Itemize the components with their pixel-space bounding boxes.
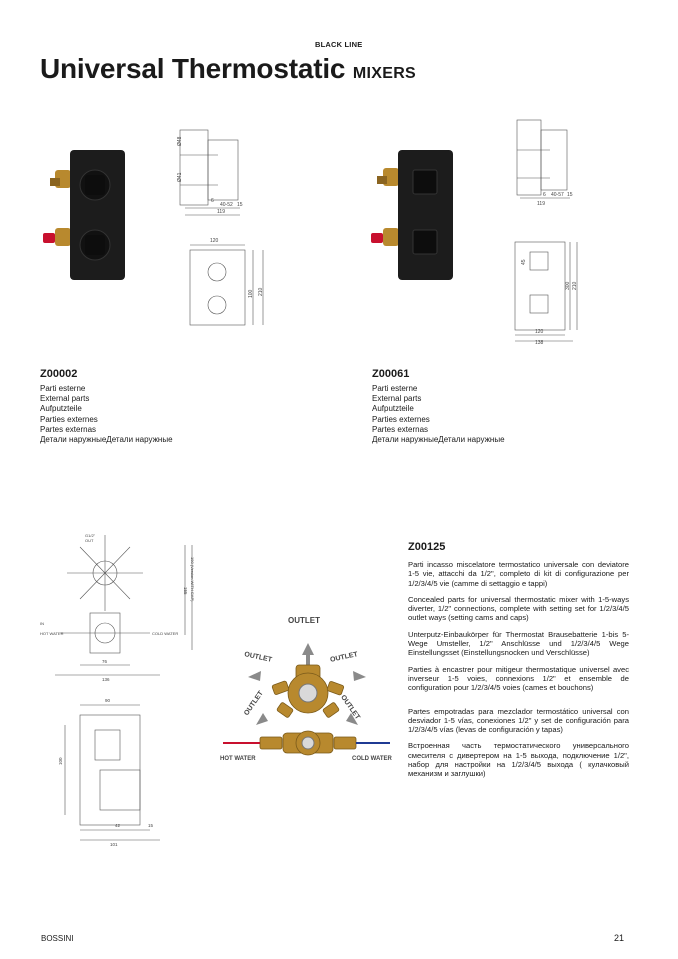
brass-body-illustration — [218, 605, 398, 775]
brass-valve-bottom-icon — [43, 228, 71, 246]
lang-de: Aufputzteile — [40, 404, 82, 414]
dim-h210: 210 — [572, 281, 578, 290]
desc-fr: Parties à encastrer pour mitigeur thermostatique universel avec inverseur 1-5 voies, connexions 1/2" et ensemble de configuration pour 1/2/3/4/5 voies (cames et bouchons) — [408, 664, 629, 693]
knob-top-square — [413, 170, 437, 194]
dim-15: 15 — [237, 202, 243, 208]
dim-h190: 190 (Version WITH CAP) — [190, 557, 195, 602]
side-view-drawing — [517, 120, 570, 198]
desc-de: Unterputz-Einbaukörper für Thermostat Brausebatterie 1-bis 5-Wege Umsteller, 1/2" Anschlüsse und 1/2/3/4/5 Wege Einstellungsset (Einstellungsnocken und Verschlüsse) — [408, 629, 629, 658]
dim-w15: 15 — [148, 823, 154, 828]
dim-119: 119 — [537, 201, 545, 207]
series-label: BLACK LINE — [315, 40, 363, 49]
dim-out: OUT — [85, 538, 94, 543]
dim-cold-small: COLD WATER — [152, 631, 179, 636]
language-list-z00002 — [40, 384, 173, 445]
dim-h210: 210 — [258, 287, 264, 296]
dim-w120: 120 — [210, 238, 219, 244]
cold-water-label: COLD WATER — [352, 756, 392, 762]
product-z00002-figure — [35, 120, 280, 345]
dim-h300: 300 — [565, 281, 571, 290]
title-sub: MIXERS — [352, 65, 417, 82]
lang-en: External parts — [372, 394, 422, 404]
title-main: Universal Thermostatic — [40, 53, 346, 84]
dim-6: 6 — [211, 198, 214, 204]
brass-valve-top-icon — [377, 168, 399, 186]
product-code-z00061: Z00061 — [372, 368, 410, 380]
lang-ru: Детали наружныеДетали наружные — [40, 435, 173, 445]
dim-40-57: 40-57 — [551, 192, 564, 198]
dim-h155: 155 — [183, 587, 188, 595]
dim-w138: 138 — [535, 340, 544, 345]
outlet-label-top: OUTLET — [288, 616, 320, 625]
outlet-label-right: OUTLET — [329, 651, 359, 664]
dim-w136: 136 — [102, 677, 110, 682]
desc-es: Partes empotradas para mezclador termostático universal con desviador 1-5 vías, conexiones 1/2" y set de configuración para 1/2/3/4/5 vías (levas de configuración y tapas) — [408, 706, 629, 735]
dim-w42: 42 — [115, 823, 121, 828]
dim-w76: 76 — [102, 659, 108, 664]
dim-w120: 120 — [535, 329, 544, 335]
dim-g12: G1/2" — [85, 533, 96, 538]
dim-w90: 90 — [105, 698, 111, 703]
dim-119: 119 — [217, 209, 225, 215]
product-code-z00002: Z00002 — [40, 368, 78, 380]
lang-de: Aufputzteile — [372, 404, 414, 414]
dim-40-52: 40-52 — [220, 202, 233, 208]
lang-en: External parts — [40, 394, 90, 404]
lang-it: Parti esterne — [372, 384, 418, 393]
black-plate — [70, 150, 125, 280]
dim-hot-small: HOT WATER — [40, 631, 64, 636]
dim-d48: Ø48 — [177, 136, 183, 146]
language-list-z00061 — [372, 384, 505, 445]
brass-valve-bottom-icon — [371, 228, 399, 246]
lang-es: Partes externas — [372, 424, 429, 434]
dim-h100: 100 — [58, 757, 63, 765]
outlet-label-lower-right: OUTLET — [339, 694, 361, 721]
dim-in: IN — [40, 621, 44, 626]
dim-6: 6 — [543, 192, 546, 198]
desc-it: Parti incasso miscelatore termostatico universale con deviatore 1-5 vie, attacchi da 1/2", completo di kit di configurazione per 1/2/3/4/5 vie (camme di settaggio e tappi) — [408, 560, 629, 588]
brass-valve-top-icon — [50, 170, 71, 188]
page-title — [40, 53, 416, 85]
dim-h45: 45 — [521, 259, 527, 265]
page-number: 21 — [614, 933, 625, 943]
concealed-body-drawings — [40, 525, 215, 860]
dim-h100: 100 — [248, 289, 254, 298]
desc-en: Concealed parts for universal thermostatic mixer with 1-5-ways diverter, 1/2" connections, complete with setting set for 1/2/3/4/5 outlet ways (setting cams and caps) — [408, 594, 629, 623]
desc-ru: Встроенная часть термостатического универсального смесителя с дивертером на 1-5 выхода, подключение 1/2", набор для настройки на 1/2/3/4/5 выхода ( кулачковый механизм и заглушки) — [408, 741, 629, 779]
lang-es: Partes externas — [40, 424, 97, 434]
description-block — [408, 560, 629, 786]
front-view-drawing — [190, 245, 263, 325]
lang-ru: Детали наружныеДетали наружные — [372, 435, 505, 445]
dim-15: 15 — [567, 192, 573, 198]
footer-brand: BOSSINI — [41, 934, 74, 943]
dim-d41: Ø41 — [177, 172, 183, 182]
product-code-z00125: Z00125 — [408, 541, 446, 553]
outlet-label-lower-left: OUTLET — [243, 690, 265, 717]
lang-fr: Parties externes — [40, 414, 98, 424]
knob-bottom-square — [413, 230, 437, 254]
product-z00061-figure — [365, 110, 605, 345]
outlet-label-left: OUTLET — [243, 651, 273, 664]
front-view-drawing — [515, 242, 577, 341]
lang-fr: Parties externes — [372, 414, 430, 424]
hot-water-label: HOT WATER — [220, 756, 256, 762]
lang-it: Parti esterne — [40, 384, 86, 393]
dim-w101: 101 — [110, 842, 118, 847]
